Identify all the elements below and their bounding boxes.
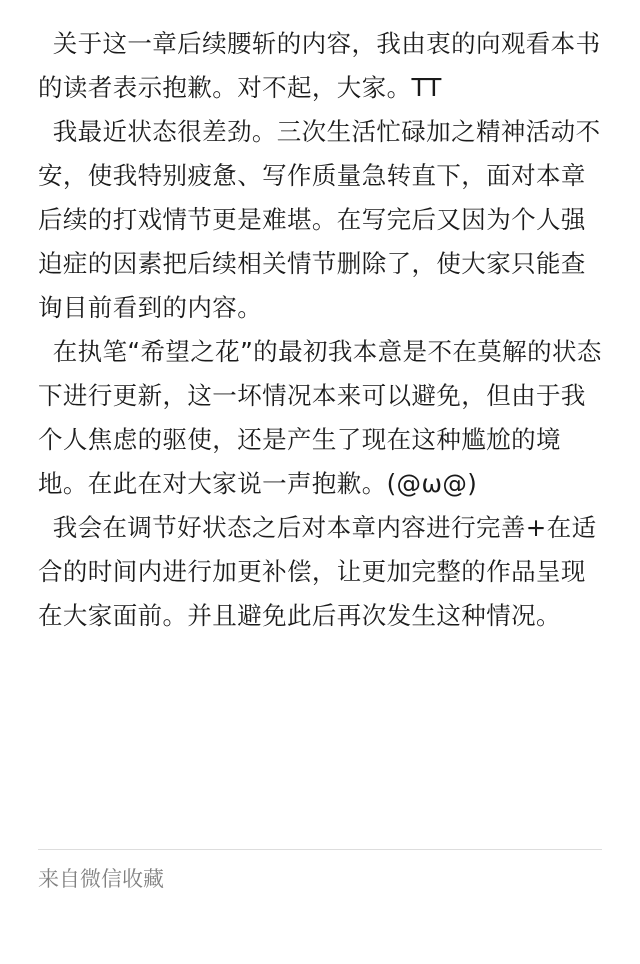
note-paragraph-1: 关于这一章后续腰斩的内容，我由衷的向观看本书的读者表示抱歉。对不起，大家。TT [38, 29, 601, 102]
footer-divider [38, 849, 602, 850]
source-label: 来自微信收藏 [38, 867, 164, 891]
note-paragraph-3: 在执笔“希望之花”的最初我本意是不在莫解的状态下进行更新，这一坏情况本来可以避免，但由于我个人焦虑的驱使，还是产生了现在这种尴尬的境地。在此在对大家说一声抱歉。(@ω@) [38, 337, 602, 498]
note-paragraph-4: 我会在调节好状态之后对本章内容进行完善+在适合的时间内进行加更补偿，让更加完整的作品呈现在大家面前。并且避免此后再次发生这种情况。 [38, 513, 597, 630]
note-body [38, 22, 604, 638]
note-paragraph-2: 我最近状态很差劲。三次生活忙碌加之精神活动不安，使我特别疲惫、写作质量急转直下，面对本章后续的打戏情节更是难堪。在写完后又因为个人强迫症的因素把后续相关情节删除了，使大家只能查询目前看到的内容。 [38, 117, 601, 322]
